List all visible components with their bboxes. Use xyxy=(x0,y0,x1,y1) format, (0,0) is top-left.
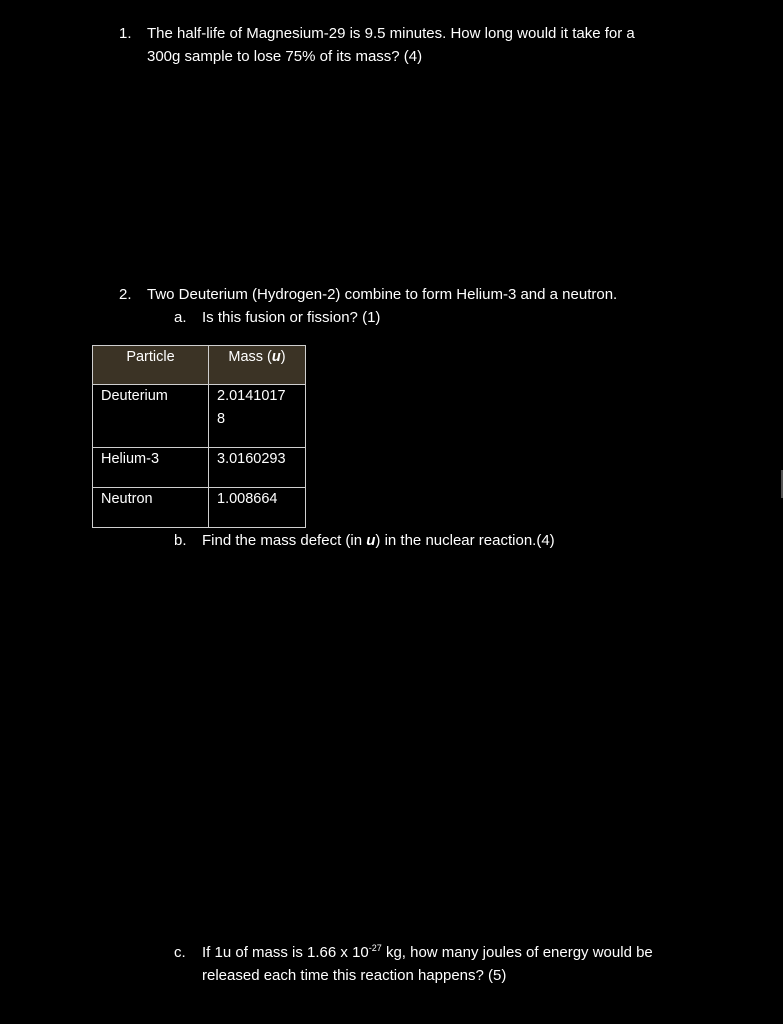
table-cell-particle: Neutron xyxy=(93,488,209,528)
table-header-row xyxy=(93,346,306,385)
question-2c xyxy=(174,941,734,987)
table-row xyxy=(93,448,306,488)
question-2b-text xyxy=(202,529,734,552)
question-2b-unit: u xyxy=(366,532,376,549)
question-2 xyxy=(119,283,719,306)
table-header-particle: Particle xyxy=(93,346,209,385)
question-2c-letter: c. xyxy=(174,944,186,961)
table-row xyxy=(93,488,306,528)
header-mass-unit: u xyxy=(271,349,281,365)
question-2c-line-2: released each time this reaction happens? (5) xyxy=(202,967,507,984)
header-mass-prefix: Mass ( xyxy=(228,349,272,365)
question-2a-letter: a. xyxy=(174,309,187,326)
question-1 xyxy=(119,22,719,68)
question-2c-exponent: -27 xyxy=(368,943,382,953)
table-cell-particle: Helium-3 xyxy=(93,448,209,488)
table-cell-mass: 1.008664 xyxy=(209,488,306,528)
question-1-text xyxy=(147,22,719,68)
table-cell-mass-line-1: 2.0141017 xyxy=(217,388,286,404)
question-1-line-2: 300g sample to lose 75% of its mass? (4) xyxy=(147,48,423,65)
particle-mass-table xyxy=(92,345,306,528)
question-2c-text-before: If 1u of mass is 1.66 x 10 xyxy=(202,944,369,961)
question-2a xyxy=(174,306,734,329)
question-2c-line-1 xyxy=(202,941,734,964)
question-2b-text-after: ) in the nuclear reaction.(4) xyxy=(375,532,555,549)
question-2c-text xyxy=(202,941,734,987)
table-cell-mass xyxy=(209,385,306,448)
table-cell-mass: 3.0160293 xyxy=(209,448,306,488)
table-row xyxy=(93,385,306,448)
table-header-mass xyxy=(209,346,306,385)
question-2a-text: Is this fusion or fission? (1) xyxy=(202,309,381,326)
question-1-line-1: The half-life of Magnesium-29 is 9.5 minutes. How long would it take for a xyxy=(147,25,635,42)
question-2-text: Two Deuterium (Hydrogen-2) combine to form Helium-3 and a neutron. xyxy=(147,286,618,303)
table-cell-particle: Deuterium xyxy=(93,385,209,448)
question-2b-letter: b. xyxy=(174,532,187,549)
question-1-number: 1. xyxy=(119,25,132,42)
question-2-number: 2. xyxy=(119,286,132,303)
table-cell-mass-line-2: 8 xyxy=(217,411,226,427)
question-2c-text-after: kg, how many joules of energy would be xyxy=(381,944,653,961)
question-2b xyxy=(174,529,734,552)
question-2b-text-before: Find the mass defect (in xyxy=(202,532,367,549)
header-mass-suffix: ) xyxy=(280,349,286,365)
